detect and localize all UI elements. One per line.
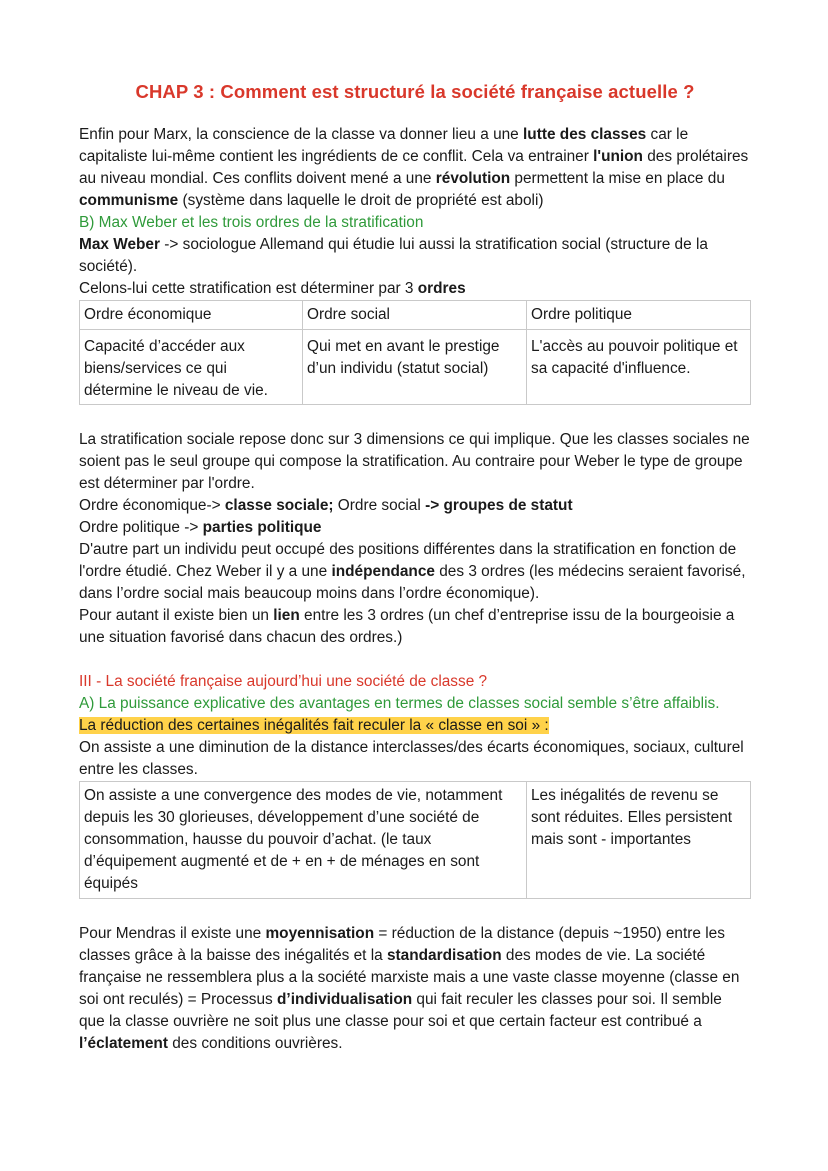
lien-paragraph: Pour autant il existe bien un lien entre les 3 ordres (un chef d’entreprise issu de la bourgeoisie a une situation favorisé dans chacun des ordres.) (79, 607, 735, 646)
table-cell: Les inégalités de revenu se sont réduites. Elles persistent mais sont - importantes (527, 782, 751, 899)
section-3-heading: III - La société française aujourd’hui une société de classe ? (79, 673, 488, 690)
order-political-line: Ordre politique -> parties politique (79, 519, 322, 536)
table-cell: Qui met en avant le prestige d’un individu (statut social) (303, 330, 527, 405)
weber-intro: Max Weber -> sociologue Allemand qui étudie lui aussi la stratification social (structure de la société). (79, 236, 708, 275)
spacer (79, 405, 751, 429)
spacer (79, 899, 751, 923)
positions-paragraph: D'autre part un individu peut occupé des positions différentes dans la stratification en fonction de l'ordre étudié. Chez Weber il y a une indépendance des 3 ordres (les médecins seraient favorisé, dans l’ordre social mais beaucoup moins dans l’ordre économique). (79, 541, 746, 602)
page-title: CHAP 3 : Comment est structuré la société française actuelle ? (135, 81, 695, 102)
document-page (79, 78, 751, 1055)
table-row (80, 301, 751, 330)
highlight-mark: La réduction des certaines inégalités fait reculer la « classe en soi » : (79, 717, 549, 734)
distance-paragraph: On assiste a une diminution de la distance interclasses/des écarts économiques, sociaux, culturel entre les classes. (79, 739, 744, 778)
table-row (80, 782, 751, 899)
spacer (79, 649, 751, 671)
table-header-cell: Ordre politique (527, 301, 751, 330)
section-a-heading: A) La puissance explicative des avantages en termes de classes social semble s’être affaiblis. (79, 695, 720, 712)
dimensions-paragraph: La stratification sociale repose donc sur 3 dimensions ce qui implique. Que les classes sociales ne soient pas le seul groupe qui compose la stratification. Au contraire pour Weber le type de groupe est déterminer par l'ordre. (79, 431, 750, 492)
mendras-paragraph: Pour Mendras il existe une moyennisation = réduction de la distance (depuis ~1950) entre les classes grâce à la baisse des inégalités et la standardisation des modes de vie. La société française ne ressemblera plus a la société marxiste mais a une vaste classe moyenne (classe en soi ont reculés) = Processus d’individualisation qui fait reculer les classes pour soi. Il semble que la classe ouvrière ne soit plus une classe pour soi et que certain facteur est contribué a l’éclatement des conditions ouvrières. (79, 925, 740, 1052)
weber-heading: B) Max Weber et les trois ordres de la stratification (79, 214, 424, 231)
table-cell: L'accès au pouvoir politique et sa capacité d'influence. (527, 330, 751, 405)
table-row (80, 330, 751, 405)
highlighted-line (79, 715, 751, 737)
table-header-cell: Ordre économique (80, 301, 303, 330)
marx-paragraph: Enfin pour Marx, la conscience de la classe va donner lieu a une lutte des classes car le capitaliste lui-même contient les ingrédients de ce conflit. Cela va entrainer l'union des prolétaires au niveau mondial. Ces conflits doivent mené a une révolution permettent la mise en place du communisme (système dans laquelle le droit de propriété est aboli) (79, 126, 749, 209)
table-cell: On assiste a une convergence des modes de vie, notamment depuis les 30 glorieuses, développement d’une société de consommation, hausse du pouvoir d’achat. (le taux d’équipement augmenté et de + en + de ménages en sont équipés (80, 782, 527, 899)
orders-table (79, 300, 751, 405)
table-cell: Capacité d’accéder aux biens/services ce qui détermine le niveau de vie. (80, 330, 303, 405)
table-header-cell: Ordre social (303, 301, 527, 330)
order-economic-line: Ordre économique-> classe sociale; Ordre social -> groupes de statut (79, 497, 573, 514)
celons-line: Celons-lui cette stratification est déterminer par 3 ordres (79, 280, 466, 297)
convergence-table (79, 781, 751, 899)
